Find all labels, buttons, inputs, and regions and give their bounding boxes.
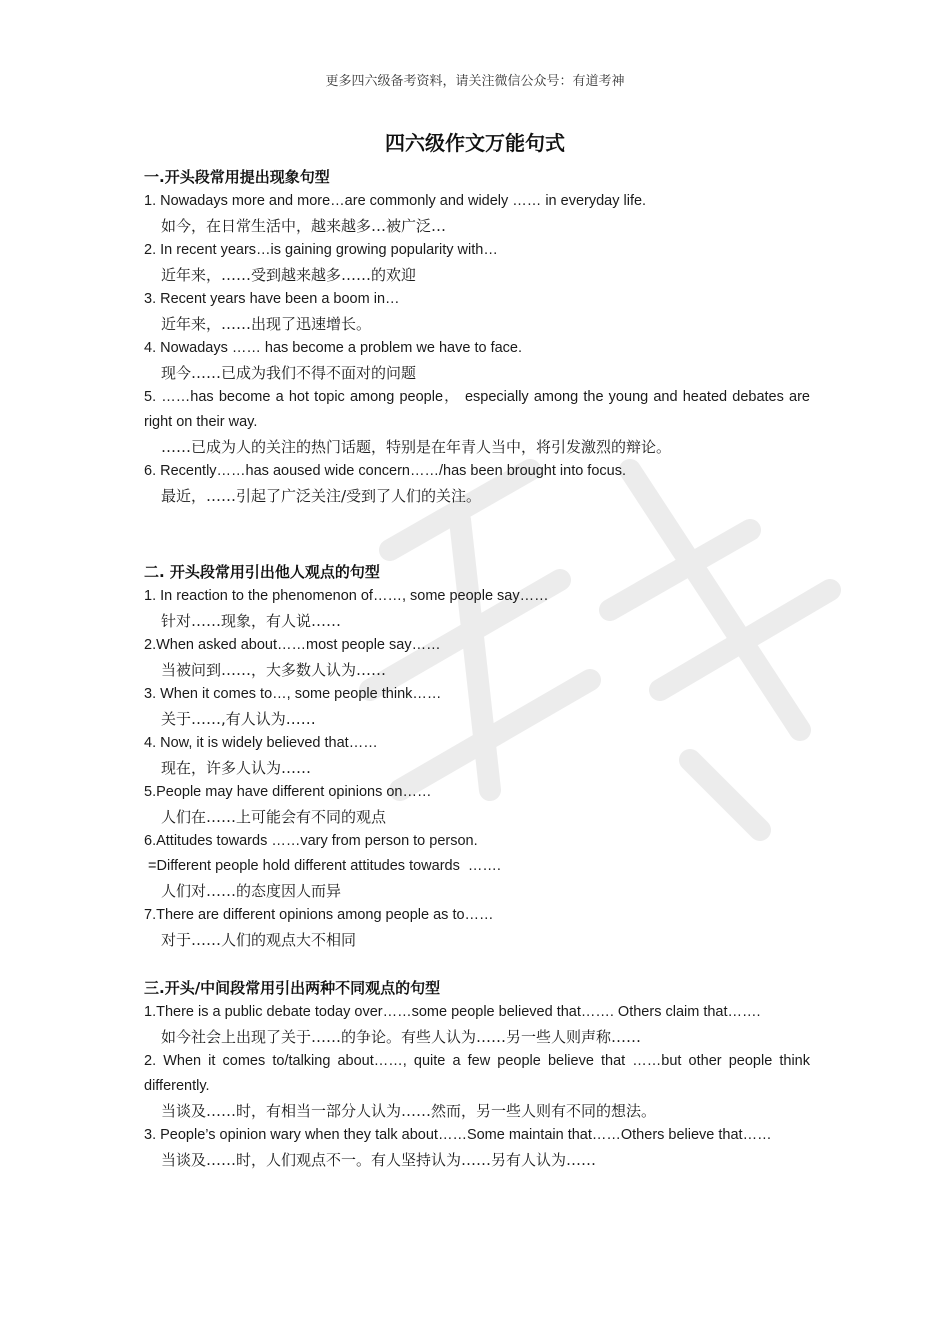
sentence-en: 6. Recently……has aoused wide concern……/has been brought into focus.	[144, 463, 626, 479]
section-others-opinions	[144, 560, 810, 952]
sentence-en: 2. When it comes to/talking about……, quite a few people believe that ……but other people think differently.	[144, 1053, 810, 1094]
sentence-zh: 当谈及……时，有相当一部分人认为……然而，另一些人则有不同的想法。	[161, 1102, 657, 1120]
sentence-zh: 针对……现象，有人说……	[161, 612, 342, 630]
page-title: 四六级作文万能句式	[385, 131, 565, 155]
sentence-en: 1. In reaction to the phenomenon of……, some people say……	[144, 588, 549, 604]
sentence-zh: 人们对……的态度因人而异	[161, 882, 342, 900]
sentence-en: 2.When asked about……most people say……	[144, 637, 441, 653]
sentence-zh: 人们在……上可能会有不同的观点	[161, 808, 387, 826]
sentence-zh: 近年来，……受到越来越多……的欢迎	[161, 266, 417, 284]
sentence-en-alt: =Different people hold different attitudes towards …….	[144, 858, 501, 874]
sentence-en: 7.There are different opinions among people as to……	[144, 907, 494, 923]
sentence-zh: 现今……已成为我们不得不面对的问题	[161, 364, 417, 382]
sentence-en: 1.There is a public debate today over……some people believed that……. Others claim that…….	[144, 1004, 761, 1020]
sentence-zh: 最近，……引起了广泛关注/受到了人们的关注。	[161, 487, 482, 505]
section-title: 一.开头段常用提出现象句型	[144, 168, 330, 186]
page-header: 更多四六级备考资料，请关注微信公众号：有道考神	[325, 74, 625, 89]
sentence-en: 5.People may have different opinions on……	[144, 784, 432, 800]
sentence-en: 2. In recent years…is gaining growing popularity with…	[144, 242, 498, 258]
sentence-zh: 如今社会上出现了关于……的争论。有些人认为……另一些人则声称……	[161, 1028, 642, 1046]
sentence-en: 3. People’s opinion wary when they talk about……Some maintain that……Others believe that……	[144, 1127, 772, 1143]
section-two-opinions	[144, 976, 810, 1172]
sentence-en: 6.Attitudes towards ……vary from person to person.	[144, 833, 478, 849]
sentence-en: 3. Recent years have been a boom in…	[144, 291, 400, 307]
document-body	[144, 165, 810, 1172]
sentence-zh: 如今，在日常生活中，越来越多…被广泛…	[161, 217, 447, 235]
sentence-en: 4. Nowadays …… has become a problem we have to face.	[144, 340, 522, 356]
sentence-zh: 现在，许多人认为……	[161, 759, 312, 777]
sentence-zh: 当谈及……时，人们观点不一。有人坚持认为……另有人认为……	[161, 1151, 597, 1169]
sentence-en: 4. Now, it is widely believed that……	[144, 735, 378, 751]
section-title: 三.开头/中间段常用引出两种不同观点的句型	[144, 979, 441, 997]
section-title: 二. 开头段常用引出他人观点的句型	[144, 563, 380, 581]
sentence-zh: 关于……,有人认为……	[161, 710, 316, 728]
sentence-en: 5. ……has become a hot topic among people， especially among the young and heated debates are right on their way.	[144, 389, 810, 430]
sentence-zh: 近年来，……出现了迅速增长。	[161, 315, 372, 333]
sentence-zh: ……已成为人的关注的热门话题，特别是在年青人当中，将引发激烈的辩论。	[161, 438, 672, 456]
sentence-en: 3. When it comes to…, some people think……	[144, 686, 442, 702]
sentence-zh: 对于……人们的观点大不相同	[161, 931, 357, 949]
sentence-en: 1. Nowadays more and more…are commonly and widely …… in everyday life.	[144, 193, 647, 209]
section-opening-phenomenon	[144, 165, 810, 508]
sentence-zh: 当被问到……，大多数人认为……	[161, 661, 387, 679]
